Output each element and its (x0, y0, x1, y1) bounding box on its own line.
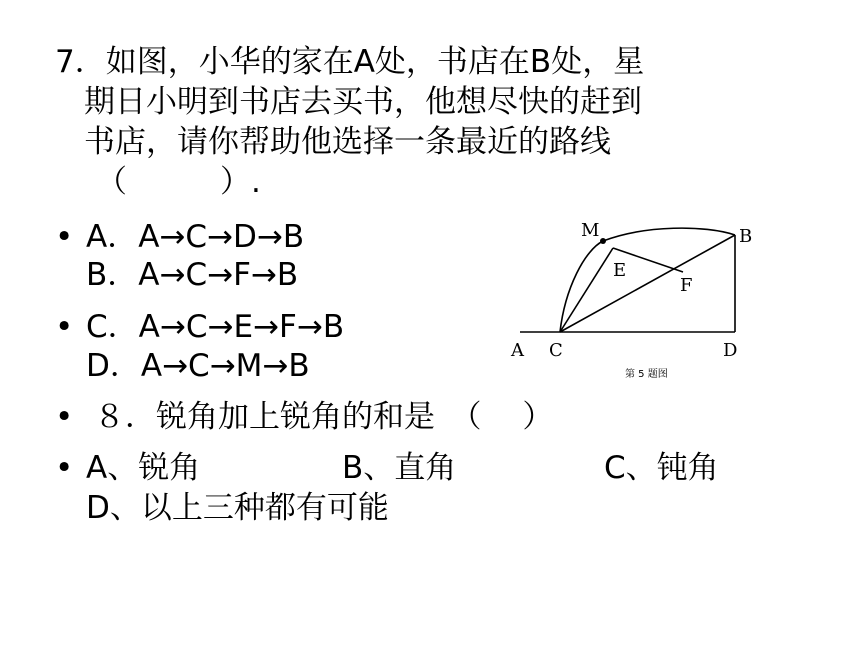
bullet: • (55, 309, 74, 345)
q7-line-1: 7．如图，小华的家在A处，书店在B处，星 (55, 44, 645, 80)
q7-option-b: B．A→C→F→B (86, 257, 299, 293)
q8-option-d: D、以上三种都有可能 (86, 490, 389, 526)
q8-option-c: C、钝角 (604, 450, 719, 486)
q8-option-a: A、锐角 (86, 450, 201, 486)
point-m (600, 238, 606, 244)
figure-caption: 第 5 题图 (625, 369, 668, 380)
label-b: B (739, 226, 753, 247)
label-a: A (511, 340, 524, 361)
segment-c-e (560, 248, 613, 332)
q7-line-2: 期日小明到书店去买书，他想尽快的赶到 (84, 84, 642, 120)
label-d: D (723, 340, 738, 361)
q7-option-d: D．A→C→M→B (86, 348, 310, 384)
label-f: F (680, 275, 693, 296)
segment-c-b (560, 235, 735, 332)
label-m: M (581, 220, 600, 241)
bullet: • (55, 219, 74, 255)
q7-option-c: C．A→C→E→F→B (86, 309, 345, 345)
q7-line-4: （ ）. (96, 164, 261, 200)
curve-c-m-b (560, 228, 735, 332)
label-e: E (613, 260, 627, 281)
bullet: • (55, 450, 74, 486)
label-c: C (549, 340, 563, 361)
q8-option-b: B、直角 (342, 450, 457, 486)
q8-question: ８．锐角加上锐角的和是 （ ） (94, 399, 554, 435)
route-figure (505, 210, 770, 385)
q7-option-a: A．A→C→D→B (86, 219, 305, 255)
bullet: • (55, 399, 74, 435)
q7-line-3: 书店，请你帮助他选择一条最近的路线 (84, 124, 611, 160)
